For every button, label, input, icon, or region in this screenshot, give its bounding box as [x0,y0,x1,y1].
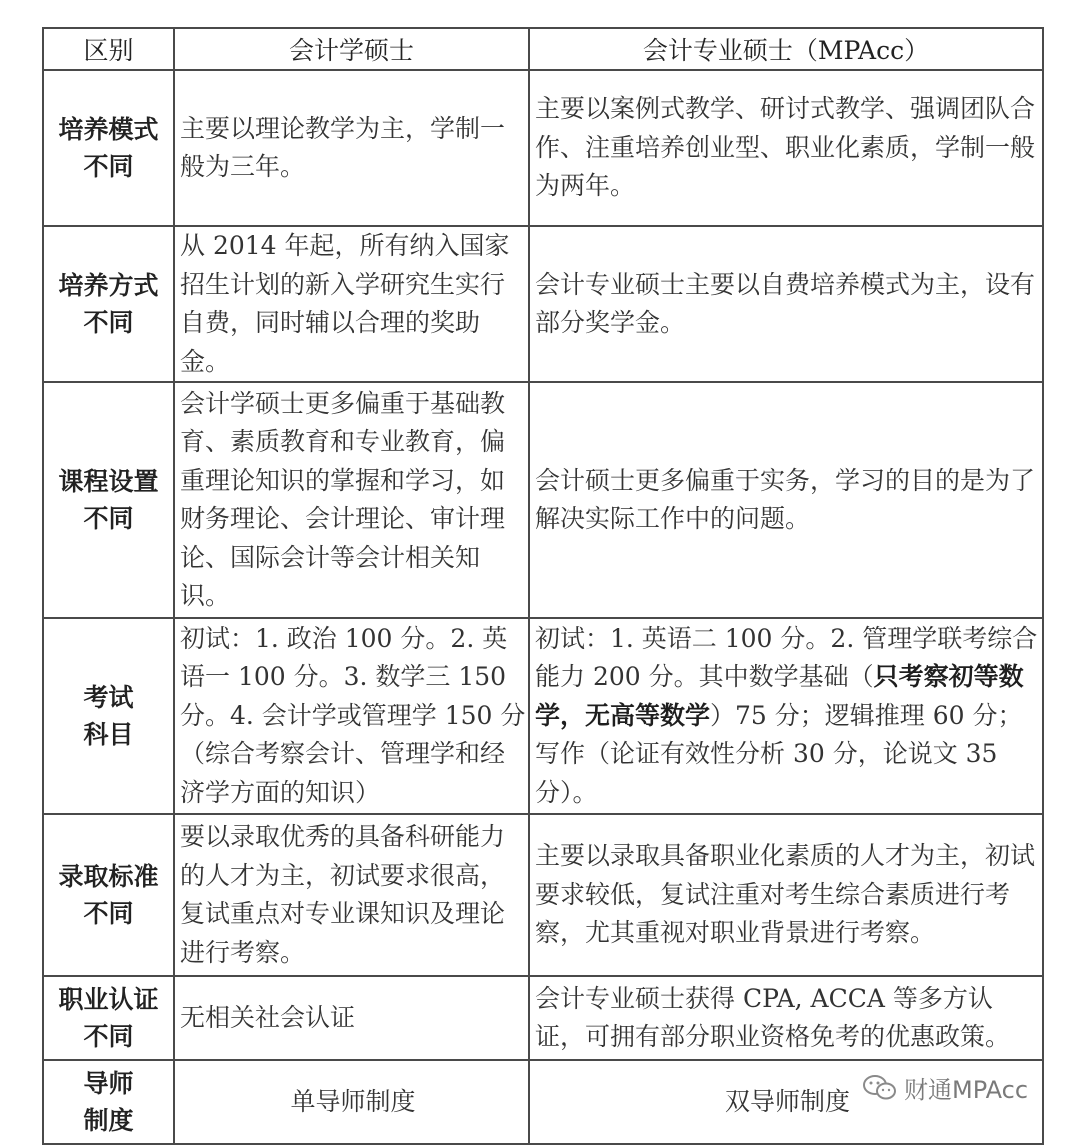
professional-cell: 会计专业硕士主要以自费培养模式为主，设有部分奖学金。 [529,226,1043,382]
table-header-row [43,28,1043,70]
professional-cell: 主要以录取具备职业化素质的人才为主，初试要求较低，复试注重对考生综合素质进行考察，尤其重视对职业背景进行考察。 [529,814,1043,976]
row-label: 培养方式 不同 [43,226,174,382]
table-row-curriculum [43,382,1043,618]
row-label: 考试 科目 [43,618,174,814]
comparison-table [42,27,1044,1145]
row-label: 课程设置 不同 [43,382,174,618]
table-row-admission [43,814,1043,976]
table-row-exam-subjects [43,618,1043,814]
watermark [862,1070,1028,1105]
watermark-text: 财通MPAcc [904,1076,1029,1104]
row-label: 导师 制度 [43,1060,174,1144]
header-academic-master: 会计学硕士 [174,28,529,70]
academic-cell: 会计学硕士更多偏重于基础教育、素质教育和专业教育，偏重理论知识的掌握和学习，如财务理论、会计理论、审计理论、国际会计等会计相关知识。 [174,382,529,618]
academic-cell: 要以录取优秀的具备科研能力的人才为主，初试要求很高，复试重点对专业课知识及理论进行考察。 [174,814,529,976]
academic-cell: 主要以理论教学为主，学制一般为三年。 [174,70,529,226]
row-label: 职业认证 不同 [43,976,174,1060]
row-label: 培养模式 不同 [43,70,174,226]
professional-cell: 主要以案例式教学、研讨式教学、强调团队合作、注重培养创业型、职业化素质，学制一般为两年。 [529,70,1043,226]
academic-cell: 初试：1. 政治 100 分。2. 英语一 100 分。3. 数学三 150 分。4. 会计学或管理学 150 分（综合考察会计、管理学和经济学方面的知识） [174,618,529,814]
professional-cell: 初试：1. 英语二 100 分。2. 管理学联考综合能力 200 分。其中数学基础（只考察初等数学，无高等数学）75 分；逻辑推理 60 分；写作（论证有效性分析 30 分，论说文 35 分）。 [529,618,1043,814]
header-category: 区别 [43,28,174,70]
professional-cell: 会计硕士更多偏重于实务，学习的目的是为了解决实际工作中的问题。 [529,382,1043,618]
professional-cell: 会计专业硕士获得 CPA, ACCA 等多方认证，可拥有部分职业资格免考的优惠政策。 [529,976,1043,1060]
row-label: 录取标准 不同 [43,814,174,976]
highlight-text: 只考察初等数学，无高等数学 [535,662,1024,730]
academic-cell: 单导师制度 [174,1060,529,1144]
wechat-icon [862,1074,898,1102]
professional-cell: 双导师制度 [529,1060,1043,1144]
table-row-training-model [43,70,1043,226]
table-row-certification [43,976,1043,1060]
academic-cell: 从 2014 年起，所有纳入国家招生计划的新入学研究生实行自费，同时辅以合理的奖助金。 [174,226,529,382]
table-row-training-method [43,226,1043,382]
academic-cell: 无相关社会认证 [174,976,529,1060]
header-professional-master: 会计专业硕士（MPAcc） [529,28,1043,70]
